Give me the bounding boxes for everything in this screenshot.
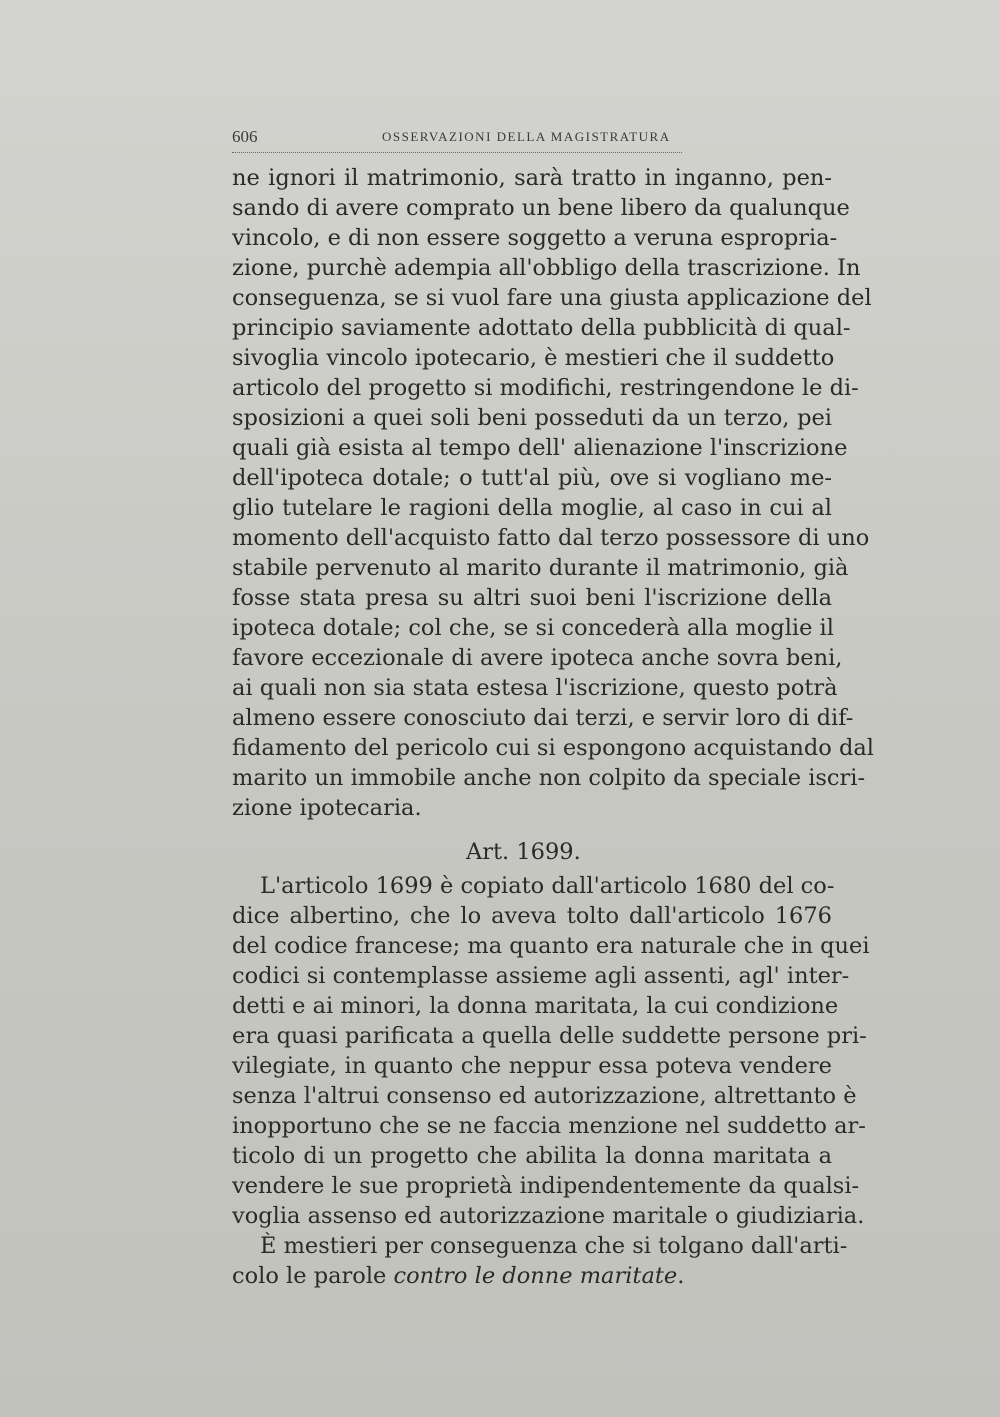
text-line: inopportuno che se ne faccia menzione nel suddetto ar- — [232, 1113, 866, 1139]
text-fragment: . — [677, 1263, 685, 1289]
text-line: sposizioni a quei soli beni posseduti da un terzo, pei — [232, 405, 832, 431]
text-line: fidamento del pericolo cui si espongono acquistando dal — [232, 735, 874, 761]
text-line: momento dell'acquisto fatto dal terzo possessore di uno — [232, 525, 870, 551]
text-line: detti e ai minori, la donna maritata, la cui condizione — [232, 993, 839, 1019]
page-header — [232, 127, 832, 149]
text-line: conseguenza, se si vuol fare una giusta applicazione del — [232, 285, 872, 311]
text-line: dell'ipoteca dotale; o tutt'al più, ove si vogliano me- — [232, 465, 832, 491]
section-heading: Art. 1699. — [466, 839, 581, 865]
header-rule — [232, 152, 682, 153]
paragraph-conclusion — [232, 1231, 848, 1291]
text-line — [232, 1261, 832, 1291]
text-line: zione ipotecaria. — [232, 795, 422, 821]
text-line: almeno essere conosciuto dai terzi, e servir loro di dif- — [232, 705, 854, 731]
text-line: voglia assenso ed autorizzazione maritale o giudiziaria. — [232, 1203, 865, 1229]
text-line: era quasi parificata a quella delle suddette persone pri- — [232, 1023, 867, 1049]
page-number: 606 — [232, 127, 258, 146]
text-line: zione, purchè adempia all'obbligo della trascrizione. In — [232, 255, 861, 281]
text-line: del codice francese; ma quanto era naturale che in quei — [232, 933, 870, 959]
text-line: È mestieri per conseguenza che si tolgano dall'arti- — [260, 1233, 848, 1259]
text-line: vilegiate, in quanto che neppur essa poteva vendere — [232, 1053, 832, 1079]
text-line: fosse stata presa su altri suoi beni l'iscrizione della — [232, 585, 832, 611]
text-fragment: colo le parole — [232, 1263, 394, 1289]
paragraph-art-1699 — [232, 871, 870, 1231]
text-line: ne ignori il matrimonio, sarà tratto in inganno, pen- — [232, 165, 832, 191]
text-line: stabile pervenuto al marito durante il matrimonio, già — [232, 555, 849, 581]
page-body — [232, 163, 874, 1291]
running-head: OSSERVAZIONI DELLA MAGISTRATURA — [382, 129, 671, 144]
text-line: articolo del progetto si modifichi, restringendone le di- — [232, 375, 859, 401]
text-line: ai quali non sia stata estesa l'iscrizione, questo potrà — [232, 675, 838, 701]
text-line: vincolo, e di non essere soggetto a veruna espropria- — [232, 225, 838, 251]
text-line: sando di avere comprato un bene libero da qualunque — [232, 195, 850, 221]
text-line: principio saviamente adottato della pubblicità di qual- — [232, 315, 851, 341]
text-line: ticolo di un progetto che abilita la donna maritata a — [232, 1143, 832, 1169]
text-line: marito un immobile anche non colpito da speciale iscri- — [232, 765, 866, 791]
text-line: sivoglia vincolo ipotecario, è mestieri che il suddetto — [232, 345, 835, 371]
text-line: favore eccezionale di avere ipoteca anche sovra beni, — [232, 645, 843, 671]
text-line: vendere le sue proprietà indipendentemente da qualsi- — [232, 1173, 860, 1199]
paragraph-continuation — [232, 163, 874, 823]
text-line: senza l'altrui consenso ed autorizzazione, altrettanto è — [232, 1083, 857, 1109]
italic-phrase: contro le donne maritate — [393, 1263, 678, 1289]
text-line: glio tutelare le ragioni della moglie, al caso in cui al — [232, 495, 832, 521]
text-line: L'articolo 1699 è copiato dall'articolo 1680 del co- — [260, 873, 835, 899]
text-line: quali già esista al tempo dell' alienazione l'inscrizione — [232, 435, 848, 461]
text-line: codici si contemplasse assieme agli assenti, agl' inter- — [232, 963, 850, 989]
text-line: dice albertino, che lo aveva tolto dall'articolo 1676 — [232, 903, 832, 929]
text-line: ipoteca dotale; col che, se si concederà alla moglie il — [232, 615, 834, 641]
